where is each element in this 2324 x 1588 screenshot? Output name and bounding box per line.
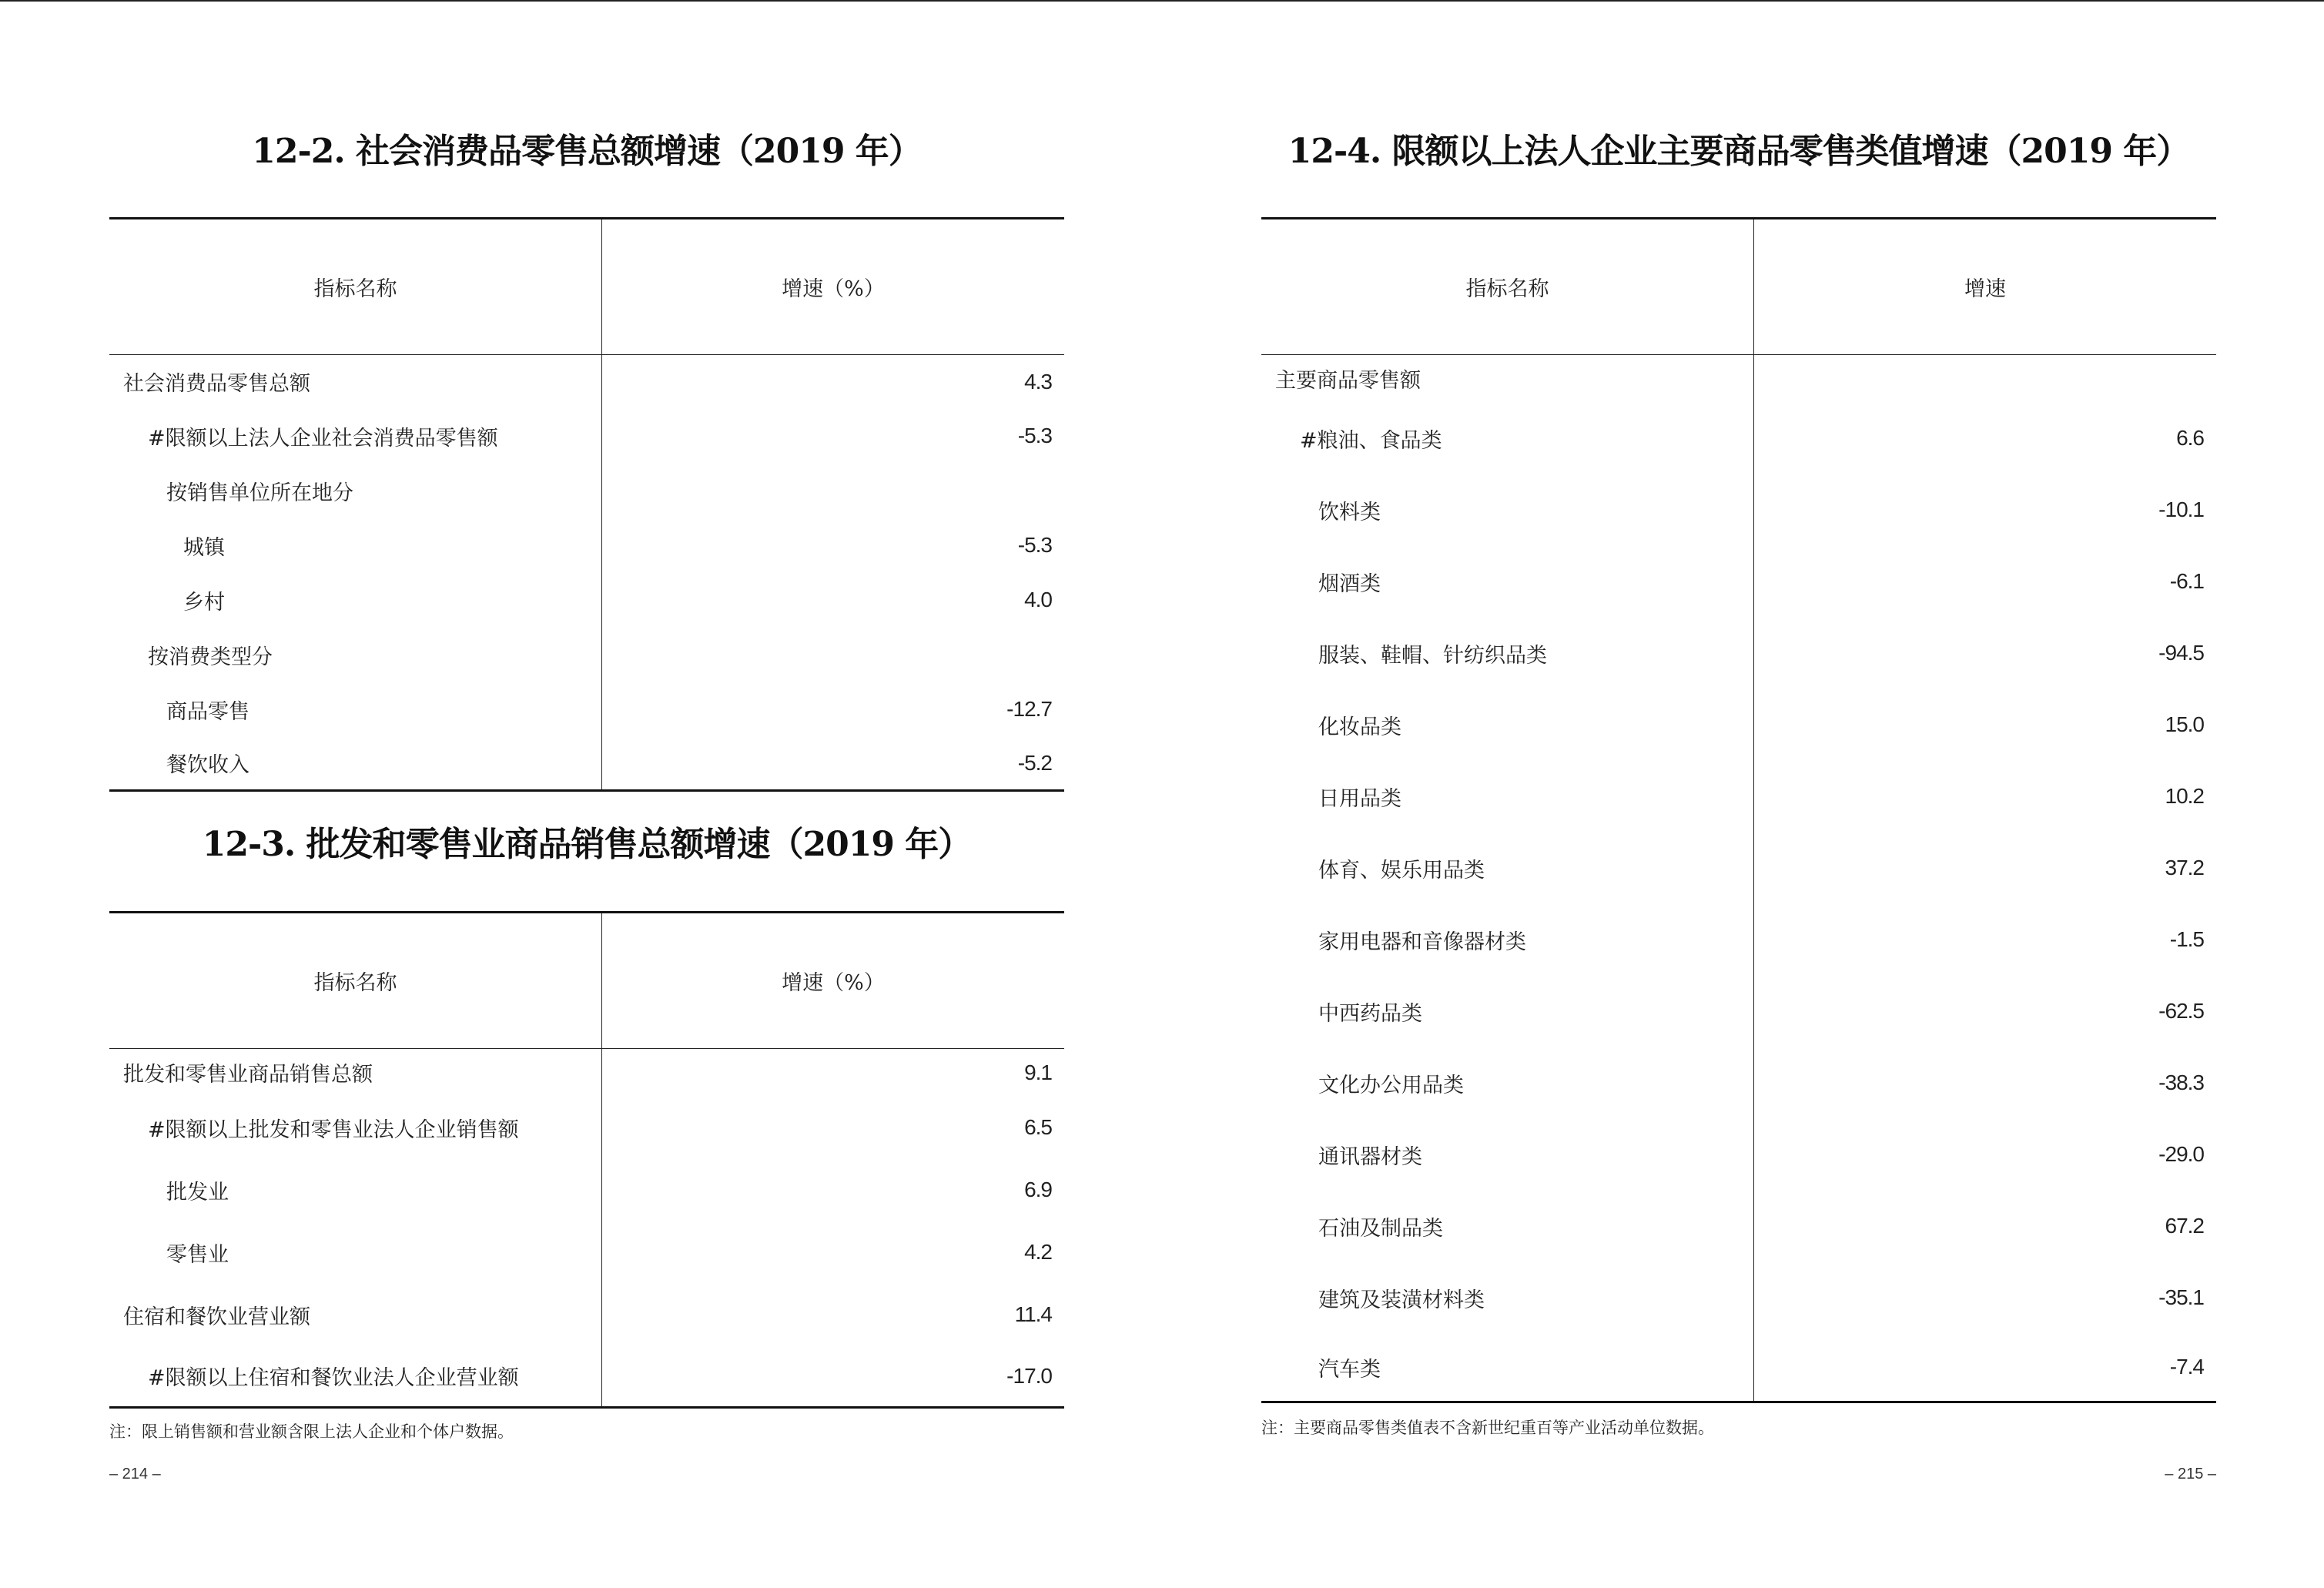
row-label: 按销售单位所在地分 <box>109 464 602 518</box>
row-value: -5.2 <box>1017 750 1052 775</box>
table-row <box>1261 689 2216 761</box>
row-label: 社会消费品零售总额 <box>109 355 602 409</box>
row-label: 烟酒类 <box>1261 546 1754 618</box>
table-row <box>109 1221 1064 1284</box>
table-12-3-note: 注：限上销售额和营业额含限上法人企业和个体户数据。 <box>109 1422 514 1441</box>
table-12-3 <box>109 911 1064 1409</box>
table-header-row <box>1261 219 2216 355</box>
row-value: -7.4 <box>2169 1355 2204 1379</box>
table-row <box>1261 355 2216 403</box>
row-label: 汽车类 <box>1261 1334 1754 1402</box>
row-value: -38.3 <box>2158 1070 2204 1094</box>
row-label: 日用品类 <box>1261 761 1754 833</box>
table-row <box>109 628 1064 682</box>
column-header-growth: 增速（%） <box>602 219 1065 355</box>
row-label: 家用电器和音像器材类 <box>1261 904 1754 976</box>
row-value: -5.3 <box>1017 533 1052 557</box>
row-value: 6.5 <box>1024 1115 1052 1139</box>
row-value: 67.2 <box>2165 1214 2204 1238</box>
column-header-indicator: 指标名称 <box>109 913 602 1049</box>
row-label: 住宿和餐饮业营业额 <box>109 1284 602 1346</box>
row-value: 4.0 <box>1024 588 1052 611</box>
row-value: -94.5 <box>2158 641 2204 665</box>
row-label: 主要商品零售额 <box>1261 355 1754 403</box>
table-12-4-note: 注：主要商品零售类值表不含新世纪重百等产业活动单位数据。 <box>1261 1419 1714 1437</box>
row-value <box>602 628 1065 682</box>
page-number-left: – 214 – <box>109 1466 161 1482</box>
table-row <box>1261 761 2216 833</box>
top-border-line <box>0 0 2324 2</box>
table-12-4 <box>1261 217 2216 1403</box>
row-label: #限额以上住宿和餐饮业法人企业营业额 <box>109 1346 602 1408</box>
row-value: -1.5 <box>2169 927 2204 951</box>
row-label: 商品零售 <box>109 682 602 737</box>
row-value: 37.2 <box>2165 856 2204 879</box>
row-label: 体育、娱乐用品类 <box>1261 833 1754 904</box>
row-value: -12.7 <box>1006 697 1052 721</box>
table-row <box>1261 833 2216 904</box>
table-row <box>109 464 1064 518</box>
table-row <box>1261 1191 2216 1262</box>
row-value: -17.0 <box>1006 1363 1052 1388</box>
row-label: 城镇 <box>109 518 602 573</box>
row-value <box>602 464 1065 518</box>
row-value: 15.0 <box>2165 712 2204 736</box>
row-label: 石油及制品类 <box>1261 1191 1754 1262</box>
table-row <box>109 1159 1064 1221</box>
table-row <box>109 682 1064 737</box>
row-value <box>1754 355 2217 403</box>
table-12-4-title: 12-4. 限额以上法人企业主要商品零售类值增速（2019 年） <box>1288 132 2190 171</box>
row-value: -35.1 <box>2158 1285 2204 1309</box>
row-value: -5.3 <box>1017 424 1052 447</box>
row-label: 批发和零售业商品销售总额 <box>109 1049 602 1097</box>
table-row <box>109 355 1064 409</box>
row-label: 按消费类型分 <box>109 628 602 682</box>
row-value: 6.9 <box>1024 1178 1052 1201</box>
table-row <box>1261 546 2216 618</box>
table-12-2 <box>109 217 1064 792</box>
table-row <box>109 1346 1064 1408</box>
table-row <box>1261 1119 2216 1191</box>
table-header-row <box>109 219 1064 355</box>
table-row <box>109 737 1064 791</box>
table-row <box>1261 474 2216 546</box>
row-label: 建筑及装潢材料类 <box>1261 1262 1754 1334</box>
row-value: 9.1 <box>1024 1060 1052 1084</box>
row-label: 中西药品类 <box>1261 976 1754 1047</box>
row-label: #限额以上批发和零售业法人企业销售额 <box>109 1097 602 1159</box>
row-value: 11.4 <box>1014 1302 1052 1326</box>
row-label: 餐饮收入 <box>109 737 602 791</box>
row-label: 服装、鞋帽、针纺织品类 <box>1261 618 1754 689</box>
table-row <box>1261 1334 2216 1402</box>
column-header-indicator: 指标名称 <box>1261 219 1754 355</box>
column-header-indicator: 指标名称 <box>109 219 602 355</box>
row-value: -62.5 <box>2158 999 2204 1023</box>
table-row <box>1261 403 2216 474</box>
row-value: 4.3 <box>1024 369 1052 394</box>
table-12-2-title: 12-2. 社会消费品零售总额增速（2019 年） <box>252 132 922 171</box>
row-value: -6.1 <box>2169 569 2204 593</box>
row-value: 6.6 <box>2176 426 2204 450</box>
table-row <box>109 518 1064 573</box>
table-row <box>109 1097 1064 1159</box>
table-row <box>1261 1047 2216 1119</box>
table-row <box>109 573 1064 628</box>
table-row <box>1261 1262 2216 1334</box>
row-value: 4.2 <box>1024 1240 1052 1264</box>
table-row <box>1261 618 2216 689</box>
row-label: 批发业 <box>109 1159 602 1221</box>
row-label: 乡村 <box>109 573 602 628</box>
table-row <box>109 1284 1064 1346</box>
row-value: 10.2 <box>2165 784 2204 808</box>
row-label: 饮料类 <box>1261 474 1754 546</box>
table-row <box>1261 976 2216 1047</box>
row-label: 通讯器材类 <box>1261 1119 1754 1191</box>
table-row <box>109 1049 1064 1097</box>
row-label: 文化办公用品类 <box>1261 1047 1754 1119</box>
row-value: -29.0 <box>2158 1142 2204 1166</box>
column-header-growth: 增速（%） <box>602 913 1065 1049</box>
table-row <box>1261 904 2216 976</box>
table-row <box>109 409 1064 464</box>
page-number-right: – 215 – <box>2165 1466 2216 1482</box>
row-value: -10.1 <box>2158 498 2204 521</box>
row-label: 化妆品类 <box>1261 689 1754 761</box>
table-12-3-title: 12-3. 批发和零售业商品销售总额增速（2019 年） <box>202 825 972 864</box>
row-label: #限额以上法人企业社会消费品零售额 <box>109 409 602 464</box>
column-header-growth: 增速 <box>1754 219 2217 355</box>
table-header-row <box>109 913 1064 1049</box>
row-label: 零售业 <box>109 1221 602 1284</box>
row-label: #粮油、食品类 <box>1261 403 1754 474</box>
